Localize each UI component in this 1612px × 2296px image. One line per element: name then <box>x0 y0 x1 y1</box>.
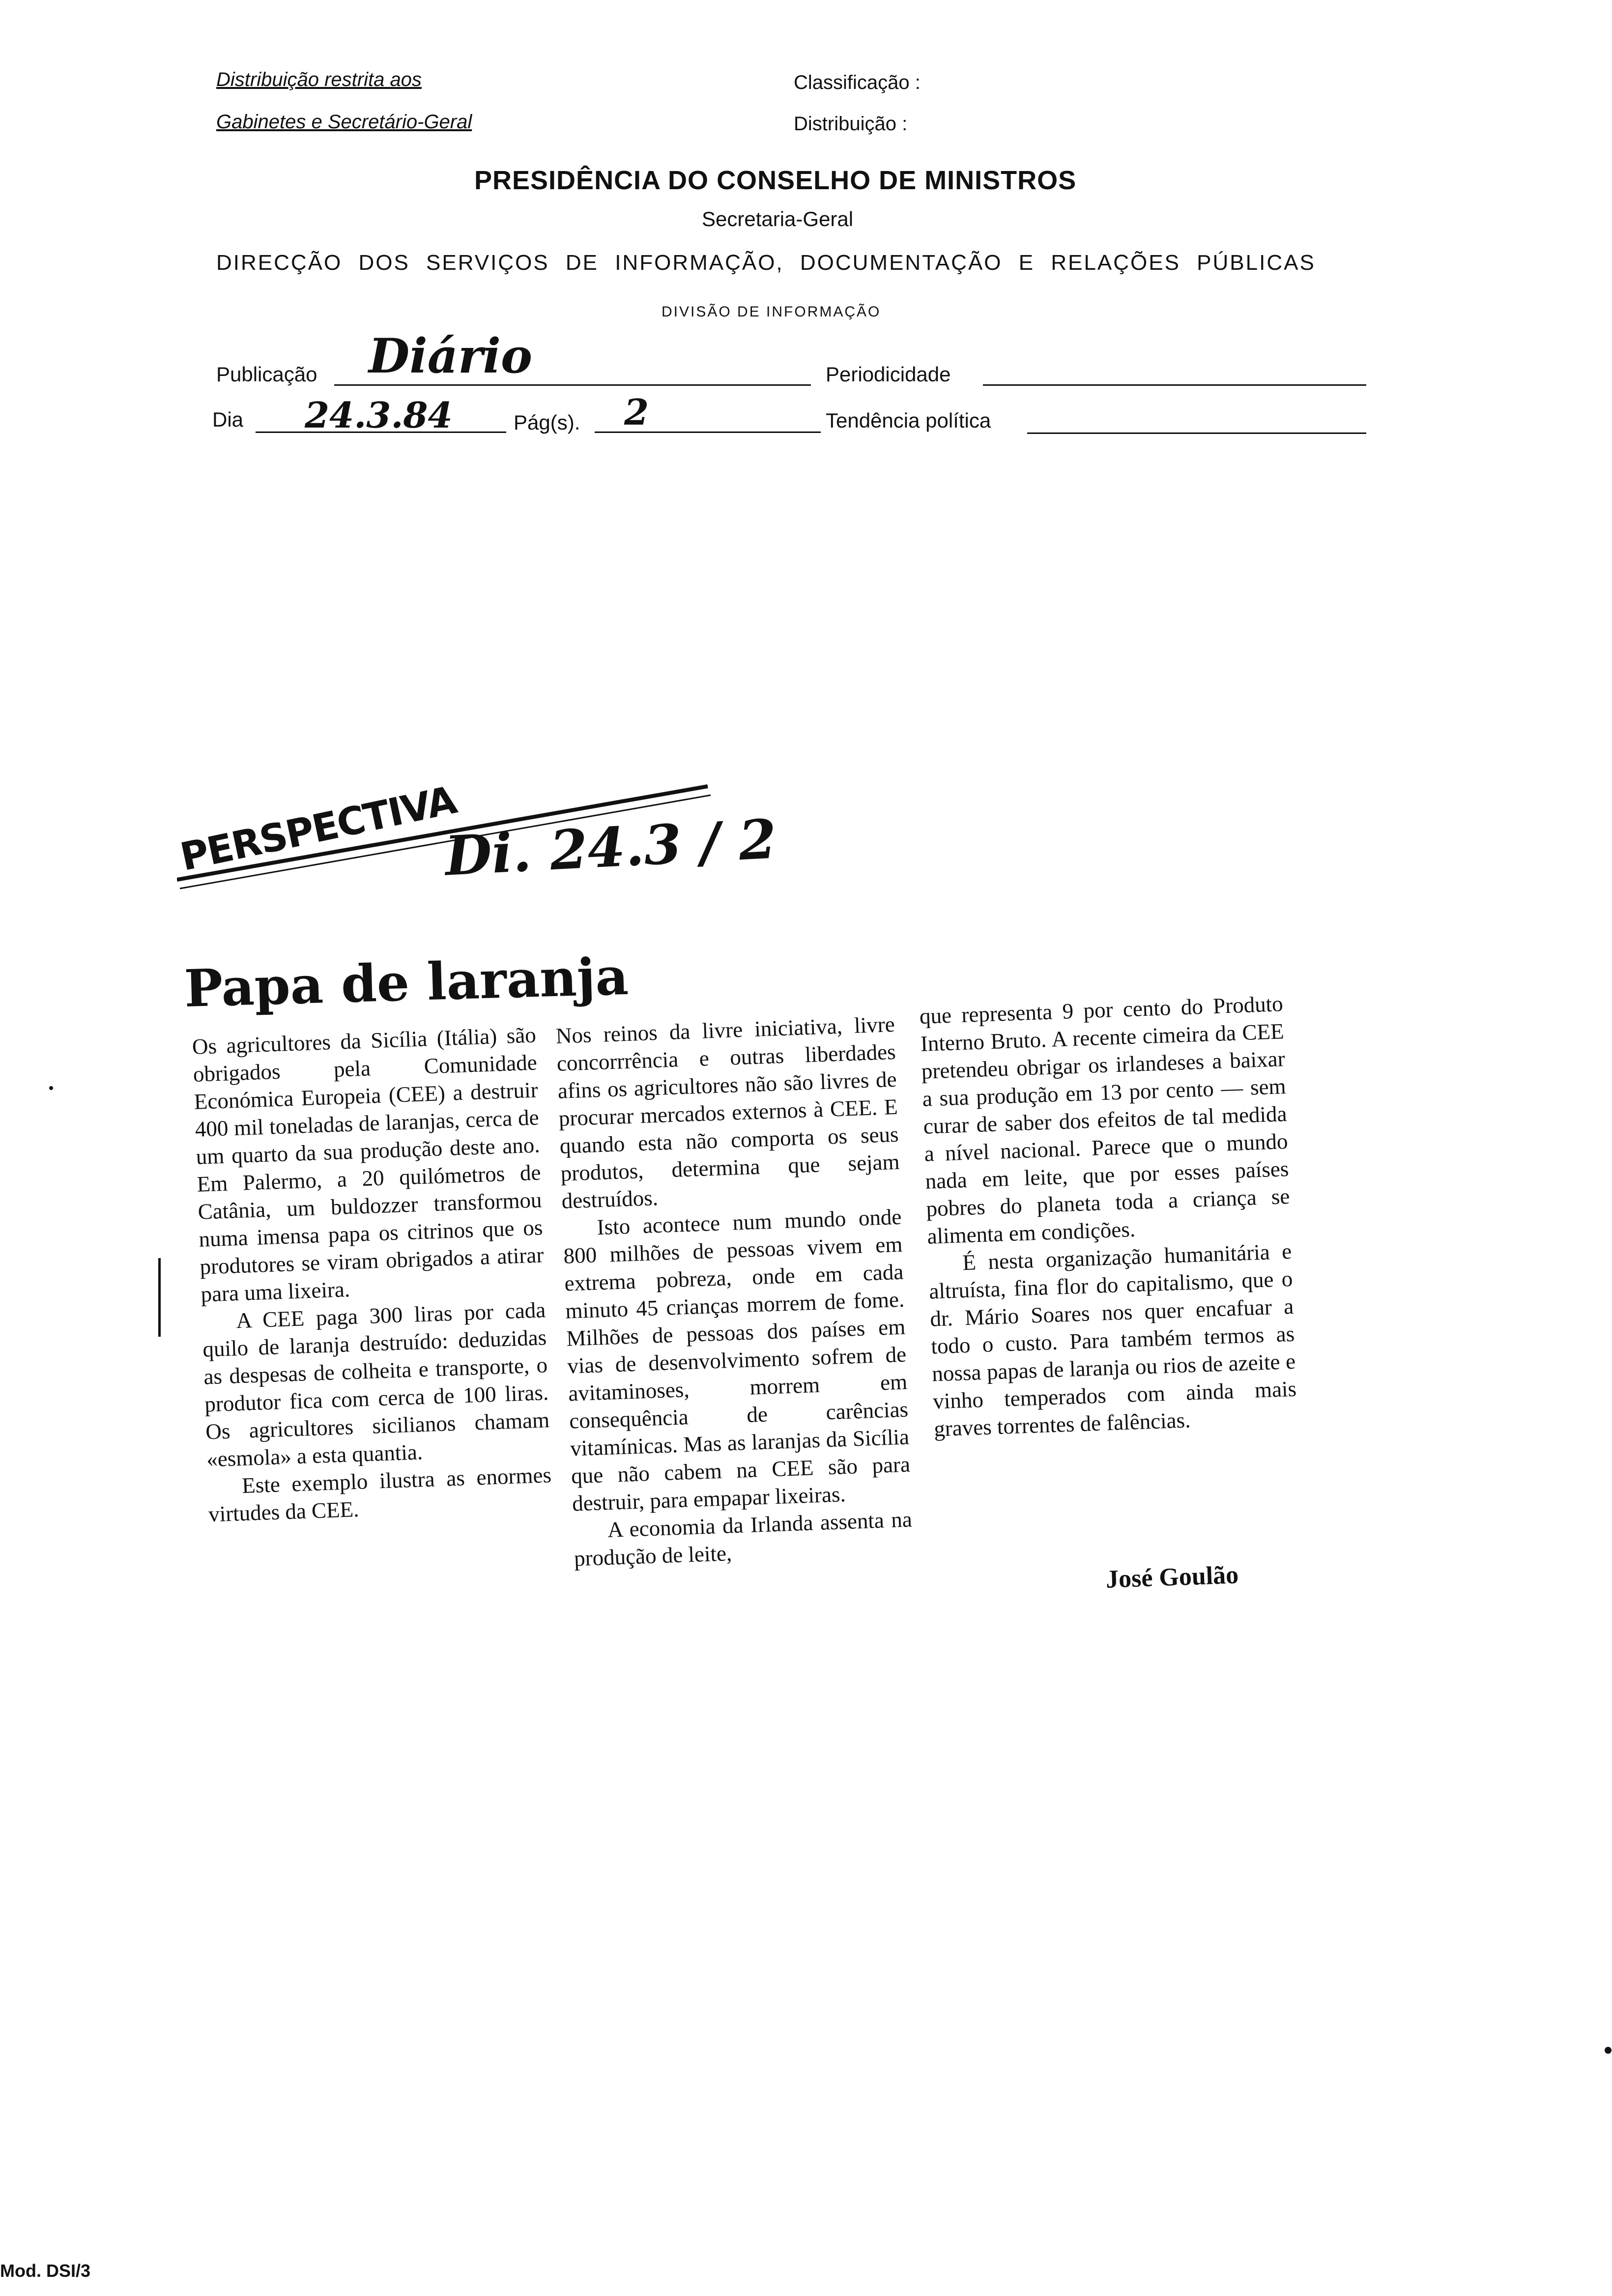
article-headline: Papa de laranja <box>183 946 630 1019</box>
political-tendency-line <box>1027 432 1366 434</box>
pages-handwritten: 2 <box>624 391 649 433</box>
pages-label: Pág(s). <box>514 411 580 434</box>
article-author: José Goulão <box>1105 1561 1239 1594</box>
day-handwritten: 24.3.84 <box>305 394 453 436</box>
secretariat-subtitle: Secretaria-Geral <box>702 207 854 230</box>
article-column-2 <box>555 1010 914 1572</box>
classification-label: Classificação : <box>794 72 921 93</box>
scan-speck <box>1605 2047 1612 2054</box>
presidency-title: PRESIDÊNCIA DO CONSELHO DE MINISTROS <box>474 166 1077 195</box>
political-tendency-label: Tendência política <box>826 409 991 432</box>
publication-handwritten: Diário <box>369 328 532 384</box>
restricted-distribution-line1: Distribuição restrita aos <box>216 69 422 90</box>
division-label: DIVISÃO DE INFORMAÇÃO <box>662 304 881 320</box>
scan-speck <box>49 1086 53 1090</box>
article-column-3 <box>919 990 1298 1442</box>
col2-paragraph-3: A economia da Irlanda assenta na produção de leite, <box>574 1507 913 1571</box>
periodicity-line <box>983 384 1366 386</box>
publication-line <box>334 384 811 386</box>
day-label: Dia <box>212 408 244 431</box>
restricted-distribution-line2: Gabinetes e Secretário-Geral <box>216 111 472 133</box>
col1-paragraph-3: Este exemplo ilustra as enormes virtudes da CEE. <box>208 1463 552 1527</box>
directorate-line: DIRECÇÃO DOS SERVIÇOS DE INFORMAÇÃO, DOCUMENTAÇÃO E RELAÇÕES PÚBLICAS <box>216 251 1316 275</box>
distribution-label: Distribuição : <box>794 113 908 135</box>
periodicity-label: Periodicidade <box>826 363 951 386</box>
publication-label: Publicação <box>216 363 317 386</box>
col3-paragraph-2: É nesta organização humanitária e altruísta, fina flor do capitalismo, que o dr. Mário Soares nos quer encafuar a todo o custo. Para também termos as nossa papas de laranja ou rios de azeite e vinho temperados com ainda mais graves torrentes de falências. <box>928 1238 1297 1441</box>
article-column-1 <box>192 1021 553 1528</box>
col1-paragraph-1: Os agricultores da Sicília (Itália) são obrigados pela Comunidade Económica Europeia (CEE) a destruir 400 mil toneladas de laranjas, cerca de um quarto da sua produção deste ano. Em Palermo, a 20 quilómetros de Catânia, um buldozzer transformou numa imensa papa os citrinos que os produtores se viram obrigados a atirar para uma lixeira. <box>192 1022 545 1307</box>
col1-paragraph-2: A CEE paga 300 liras por cada quilo de laranja destruído: deduzidas as despesas de colheita e transporte, o produtor fica com cerca de 100 liras. Os agricultores sicilianos chamam «esmola» a esta quantia. <box>202 1297 550 1472</box>
margin-mark <box>158 1258 161 1337</box>
form-code: Mod. DSI/3 <box>0 2261 91 2281</box>
handwritten-annotation: Di. 24.3 / 2 <box>443 807 778 888</box>
col2-paragraph-2: Isto acontece num mundo onde 800 milhões de pessoas vivem em extrema pobreza, onde em cada minuto 45 crianças morrem de fome. Milhões de pessoas dos países em vias de desenvolvimento sofrem de avitaminoses, morrem em consequência de carências vitamínicas. Mas as laranjas da Sicília que não cabem na CEE são para destruir, para empapar lixeiras. <box>563 1204 911 1516</box>
perspectiva-section-label: PERSPECTIVA <box>176 778 460 880</box>
col2-paragraph-1: Nos reinos da livre iniciativa, livre concorrrência e outras liberdades afins os agricultores não são livres de procurar mercados externos à CEE. E quando esta não comporta os seus produtos, determina que sejam destruídos. <box>555 1011 900 1213</box>
col3-paragraph-1: que representa 9 por cento do Produto Interno Bruto. A recente cimeira da CEE pretendeu obrigar os irlandeses a baixar a sua produção em 13 por cento — sem curar de saber dos efeitos de tal medida a nível nacional. Parece que o mundo nada em leite, que por esses países pobres do planeta toda a criança se alimenta em condições. <box>919 991 1291 1249</box>
